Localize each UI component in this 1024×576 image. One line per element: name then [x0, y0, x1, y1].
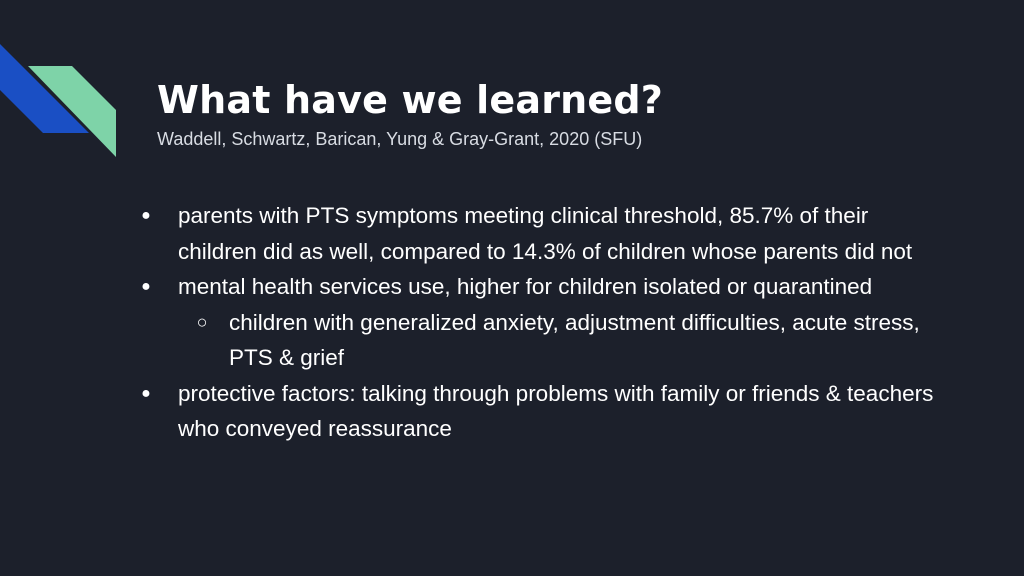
corner-stripes-decoration	[0, 0, 120, 160]
sub-bullet-text: children with generalized anxiety, adjustment difficulties, acute stress, PTS & grief	[229, 309, 920, 370]
bullet-item	[136, 198, 936, 269]
slide-subtitle: Waddell, Schwartz, Barican, Yung & Gray-Grant, 2020 (SFU)	[157, 129, 643, 149]
bullet-text: protective factors: talking through problems with family or friends & teachers who conveyed reassurance	[178, 380, 934, 441]
sub-bullet-item	[178, 305, 936, 376]
bullet-circle-icon: ○	[196, 311, 208, 332]
bullet-item	[136, 376, 936, 447]
bullet-dot-icon: ●	[141, 207, 151, 224]
bullet-list	[136, 198, 936, 447]
sub-bullet-list	[178, 305, 936, 376]
bullet-text: parents with PTS symptoms meeting clinical threshold, 85.7% of their children did as well, compared to 14.3% of children whose parents did not	[178, 203, 913, 264]
bullet-dot-icon: ●	[141, 384, 151, 402]
bullet-item	[136, 269, 936, 376]
bullet-dot-icon: ●	[141, 278, 151, 295]
slide-title: What have we learned?	[157, 78, 664, 122]
bullet-text: mental health services use, higher for children isolated or quarantined	[178, 274, 873, 299]
